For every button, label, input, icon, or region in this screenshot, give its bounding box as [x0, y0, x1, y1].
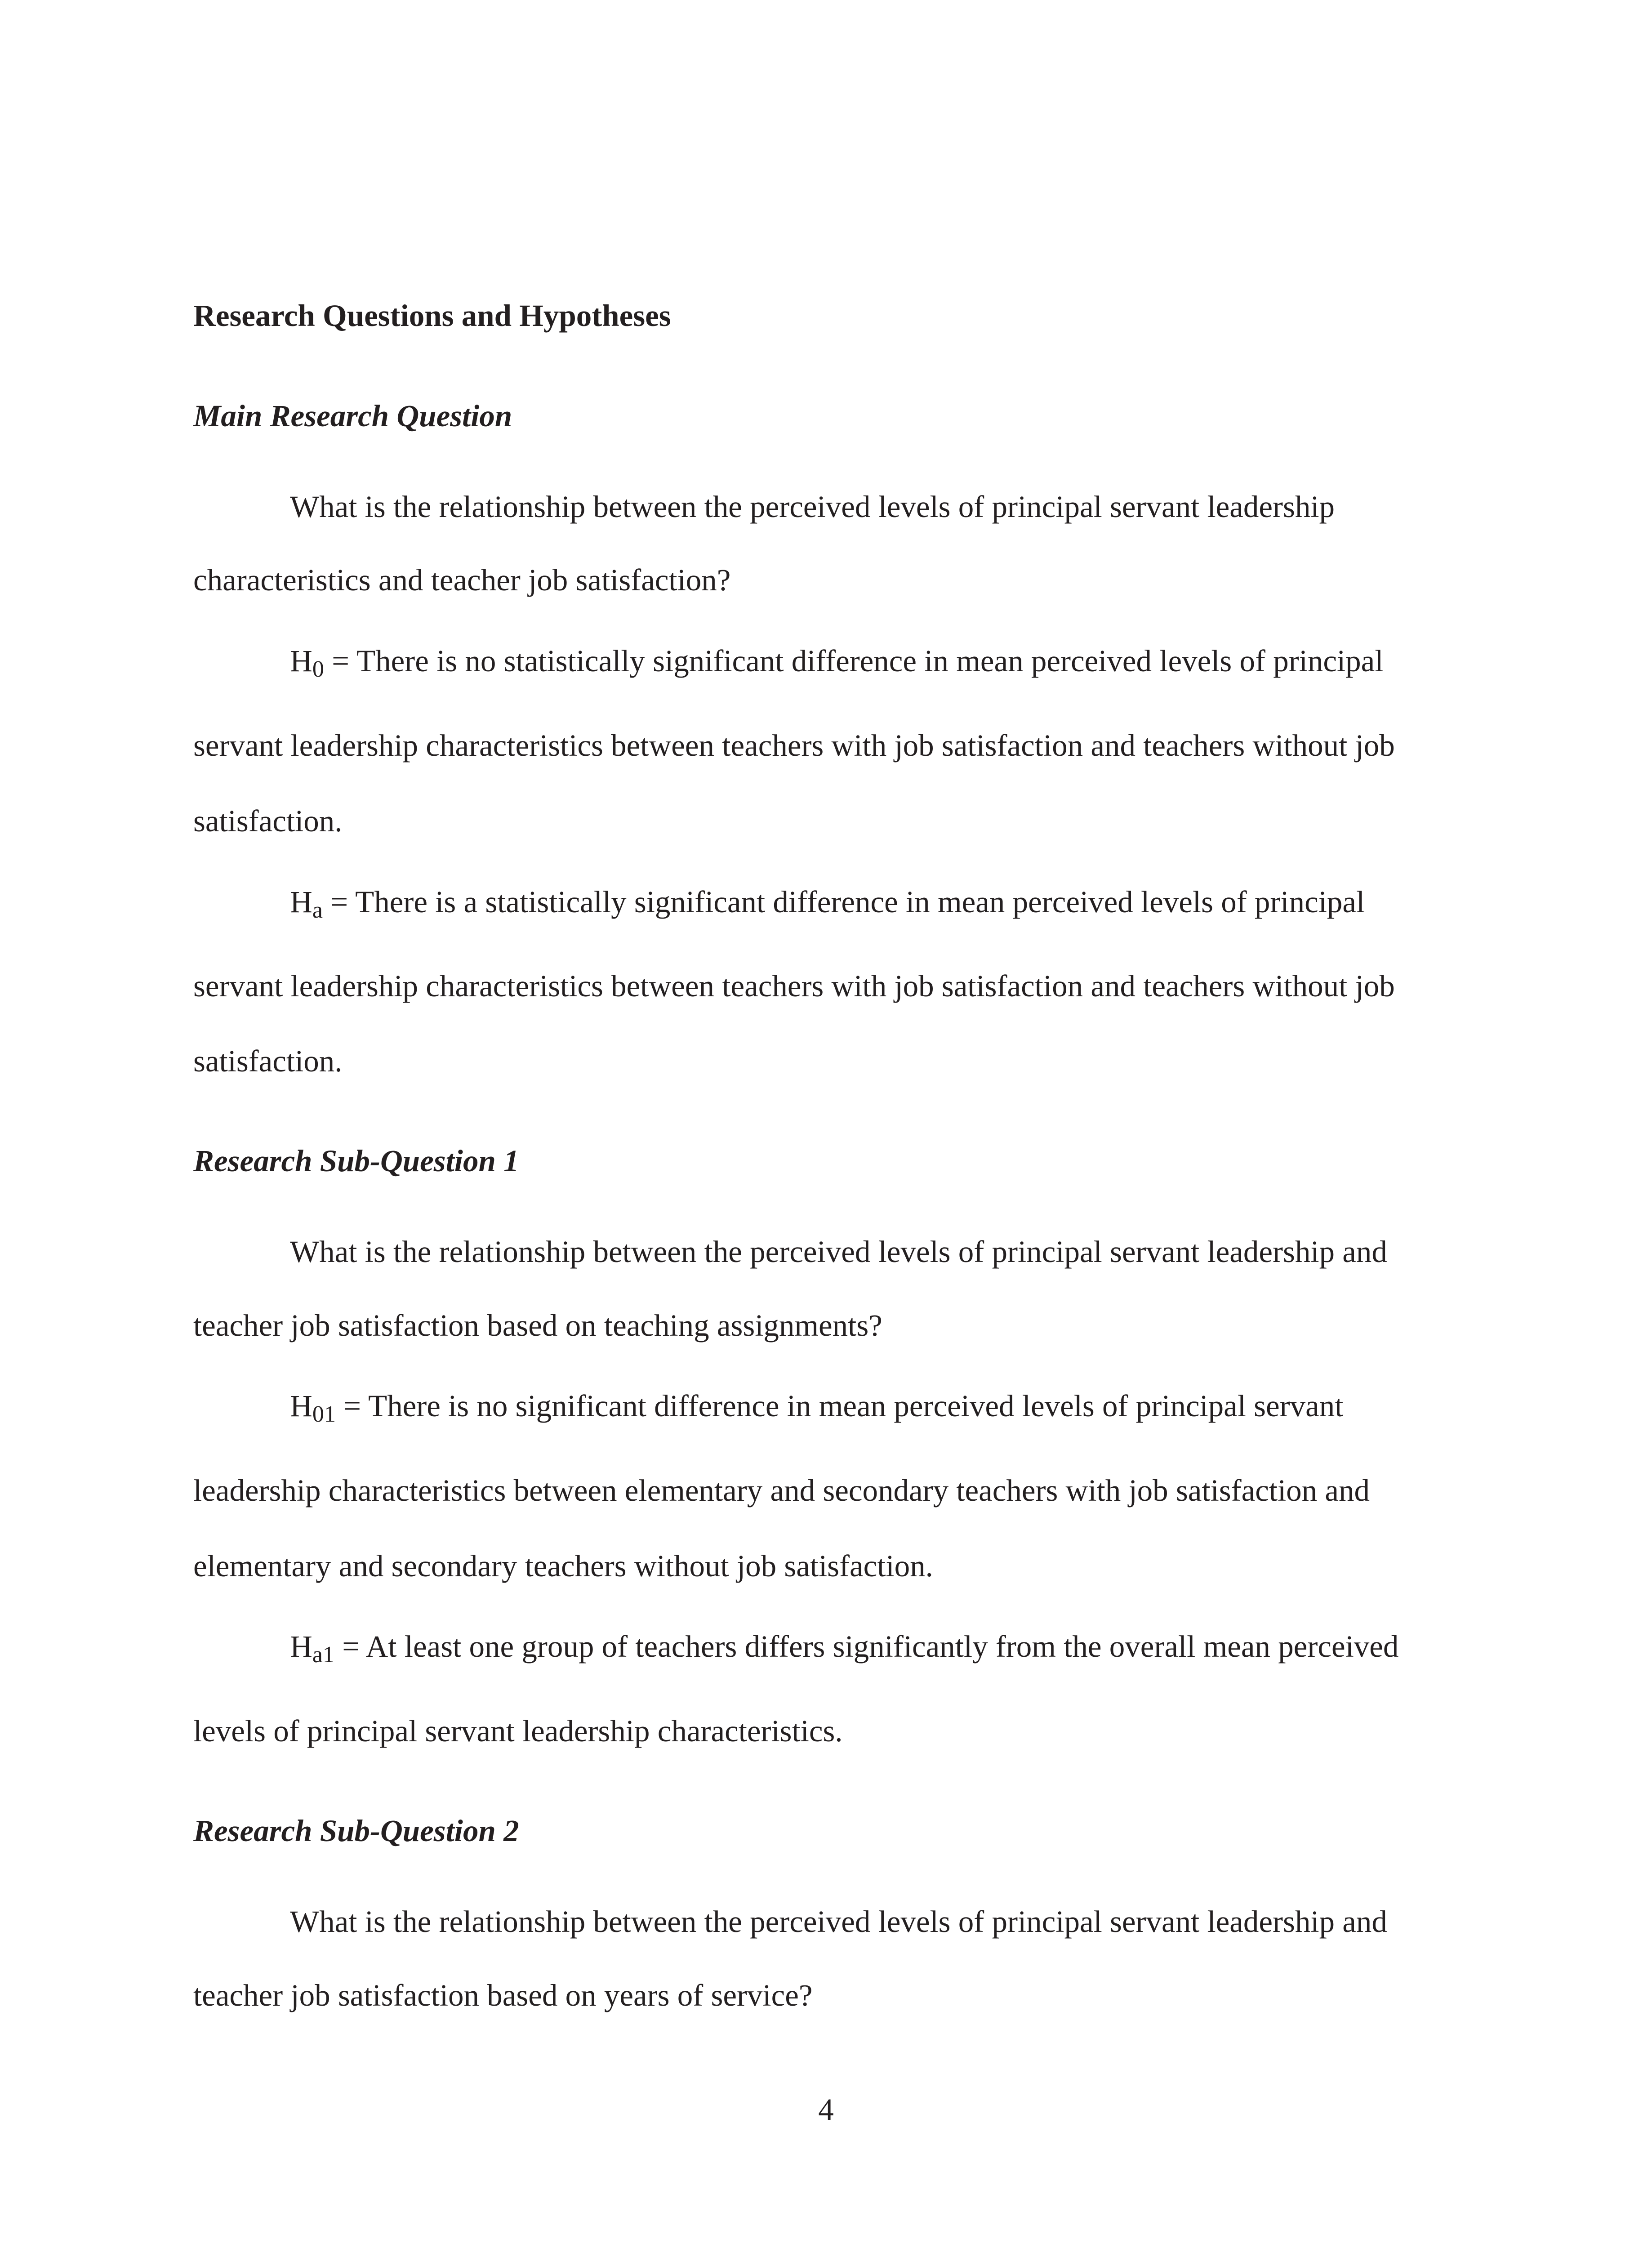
ha1-first-line: = At least one group of teachers differs significantly from the overall mean perceived	[334, 1629, 1399, 1664]
ha-first-line: = There is a statistically significant difference in mean perceived levels of principal	[322, 885, 1365, 919]
main-question-line-1: What is the relationship between the perceived levels of principal servant leadership	[290, 490, 1335, 524]
ha-subscript: a	[312, 897, 323, 923]
hypothesis-h01-line-2: leadership characteristics between elementary and secondary teachers with job satisfaction and	[193, 1473, 1370, 1508]
hypothesis-h0-line-2: servant leadership characteristics between teachers with job satisfaction and teachers without job	[193, 728, 1395, 763]
hypothesis-h01-line-3: elementary and secondary teachers without job satisfaction.	[193, 1549, 933, 1583]
hypothesis-h01-line-1	[290, 1388, 1343, 1427]
hypothesis-ha-line-1	[290, 884, 1365, 923]
sub-question-2-heading: Research Sub-Question 2	[193, 1814, 519, 1848]
hypothesis-ha-line-2: servant leadership characteristics between teachers with job satisfaction and teachers without job	[193, 969, 1395, 1003]
hypothesis-ha1-line-1	[290, 1628, 1398, 1668]
h0-subscript: 0	[312, 656, 324, 682]
h01-subscript: 01	[312, 1401, 336, 1427]
h01-letter: H	[290, 1389, 312, 1423]
ha1-letter: H	[290, 1629, 312, 1664]
h01-first-line: = There is no significant difference in mean perceived levels of principal servant	[335, 1389, 1344, 1423]
sub-question-1-line-2: teacher job satisfaction based on teaching assignments?	[193, 1308, 882, 1343]
h0-first-line: = There is no statistically significant difference in mean perceived levels of principal	[324, 644, 1384, 678]
ha1-subscript: a1	[312, 1642, 334, 1668]
sub-question-1-line-1: What is the relationship between the perceived levels of principal servant leadership and	[290, 1235, 1387, 1269]
hypothesis-h0-line-3: satisfaction.	[193, 804, 343, 838]
sub-question-2-line-1: What is the relationship between the perceived levels of principal servant leadership and	[290, 1905, 1387, 1939]
hypothesis-ha1-line-2: levels of principal servant leadership characteristics.	[193, 1714, 843, 1748]
page-number: 4	[818, 2092, 834, 2127]
hypothesis-ha-line-3: satisfaction.	[193, 1044, 343, 1078]
main-question-heading: Main Research Question	[193, 399, 512, 433]
h0-letter: H	[290, 644, 312, 678]
sub-question-2-line-2: teacher job satisfaction based on years of service?	[193, 1978, 813, 2012]
main-question-line-2: characteristics and teacher job satisfaction?	[193, 563, 731, 597]
sub-question-1-heading: Research Sub-Question 1	[193, 1144, 519, 1178]
section-title: Research Questions and Hypotheses	[193, 299, 671, 333]
ha-letter: H	[290, 885, 312, 919]
hypothesis-h0-line-1	[290, 643, 1383, 682]
